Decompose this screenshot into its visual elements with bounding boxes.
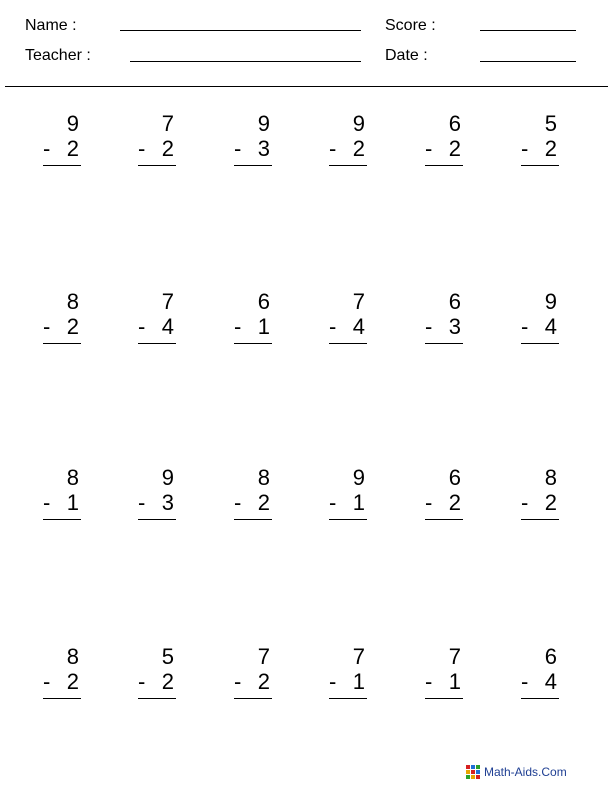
minus-sign: -: [234, 490, 242, 515]
subtrahend: 2: [448, 490, 461, 515]
subtraction-problem: [234, 645, 274, 701]
subtrahend: 2: [66, 314, 79, 339]
subtrahend: 2: [161, 669, 174, 694]
subtrahend: 2: [66, 669, 79, 694]
teacher-label: Teacher :: [25, 47, 91, 64]
subtraction-problem: [234, 112, 274, 168]
minuend: 6: [544, 644, 557, 669]
answer-line[interactable]: [138, 165, 176, 166]
subtraction-problem: [521, 645, 561, 701]
subtraction-problem: [234, 290, 274, 346]
subtrahend: 2: [257, 490, 270, 515]
answer-line[interactable]: [521, 165, 559, 166]
subtrahend: 2: [161, 136, 174, 161]
minuend: 9: [161, 465, 174, 490]
subtrahend: 3: [161, 490, 174, 515]
subtrahend: 3: [448, 314, 461, 339]
subtrahend: 2: [544, 490, 557, 515]
answer-line[interactable]: [425, 343, 463, 344]
subtrahend: 4: [161, 314, 174, 339]
subtrahend: 1: [66, 490, 79, 515]
minuend: 9: [544, 289, 557, 314]
subtraction-problem: [425, 645, 465, 701]
minuend: 7: [161, 289, 174, 314]
minuend: 8: [544, 465, 557, 490]
answer-line[interactable]: [43, 698, 81, 699]
subtrahend: 2: [352, 136, 365, 161]
minuend: 7: [352, 289, 365, 314]
subtraction-problem: [329, 466, 369, 522]
answer-line[interactable]: [329, 165, 367, 166]
minus-sign: -: [43, 669, 51, 694]
minus-sign: -: [425, 314, 433, 339]
subtrahend: 4: [544, 669, 557, 694]
subtraction-problem: [138, 645, 178, 701]
math-aids-logo-icon: [466, 765, 480, 779]
subtraction-problem: [329, 112, 369, 168]
minus-sign: -: [329, 314, 337, 339]
minus-sign: -: [521, 490, 529, 515]
subtraction-problem: [521, 112, 561, 168]
minuend: 7: [352, 644, 365, 669]
minuend: 9: [352, 465, 365, 490]
minus-sign: -: [43, 490, 51, 515]
subtraction-problem: [43, 466, 83, 522]
minus-sign: -: [425, 490, 433, 515]
minus-sign: -: [425, 669, 433, 694]
answer-line[interactable]: [521, 519, 559, 520]
subtrahend: 1: [448, 669, 461, 694]
minus-sign: -: [521, 669, 529, 694]
subtrahend: 1: [352, 490, 365, 515]
subtrahend: 2: [257, 669, 270, 694]
subtraction-problem: [425, 466, 465, 522]
subtrahend: 4: [352, 314, 365, 339]
subtraction-problem: [138, 290, 178, 346]
subtrahend: 2: [544, 136, 557, 161]
subtrahend: 4: [544, 314, 557, 339]
subtraction-problem: [138, 466, 178, 522]
minuend: 7: [257, 644, 270, 669]
subtrahend: 3: [257, 136, 270, 161]
minuend: 7: [161, 111, 174, 136]
minuend: 6: [448, 289, 461, 314]
minus-sign: -: [138, 669, 146, 694]
minus-sign: -: [329, 136, 337, 161]
answer-line[interactable]: [521, 698, 559, 699]
subtraction-problem: [329, 290, 369, 346]
answer-line[interactable]: [138, 519, 176, 520]
minuend: 8: [257, 465, 270, 490]
math-aids-logo-text: Math-Aids.Com: [484, 765, 567, 779]
minuend: 7: [448, 644, 461, 669]
minuend: 8: [66, 644, 79, 669]
answer-line[interactable]: [425, 165, 463, 166]
minuend: 9: [66, 111, 79, 136]
answer-line[interactable]: [43, 519, 81, 520]
minuend: 6: [257, 289, 270, 314]
subtraction-problem: [329, 645, 369, 701]
answer-line[interactable]: [138, 343, 176, 344]
answer-line[interactable]: [234, 519, 272, 520]
score-label: Score :: [385, 17, 436, 34]
name-label: Name :: [25, 17, 77, 34]
minuend: 9: [352, 111, 365, 136]
minus-sign: -: [521, 136, 529, 161]
subtrahend: 2: [448, 136, 461, 161]
answer-line[interactable]: [43, 343, 81, 344]
answer-line[interactable]: [329, 343, 367, 344]
minus-sign: -: [234, 314, 242, 339]
minuend: 6: [448, 465, 461, 490]
answer-line[interactable]: [234, 343, 272, 344]
subtraction-problem: [521, 290, 561, 346]
minus-sign: -: [425, 136, 433, 161]
minus-sign: -: [138, 314, 146, 339]
subtraction-problem: [43, 112, 83, 168]
answer-line[interactable]: [138, 698, 176, 699]
minuend: 8: [66, 289, 79, 314]
answer-line[interactable]: [329, 698, 367, 699]
answer-line[interactable]: [425, 519, 463, 520]
subtraction-problem: [43, 645, 83, 701]
minuend: 5: [544, 111, 557, 136]
minuend: 9: [257, 111, 270, 136]
subtraction-problem: [43, 290, 83, 346]
minus-sign: -: [234, 136, 242, 161]
answer-line[interactable]: [329, 519, 367, 520]
minus-sign: -: [329, 490, 337, 515]
answer-line[interactable]: [425, 698, 463, 699]
subtrahend: 1: [257, 314, 270, 339]
minuend: 6: [448, 111, 461, 136]
answer-line[interactable]: [521, 343, 559, 344]
minuend: 5: [161, 644, 174, 669]
answer-line[interactable]: [234, 698, 272, 699]
answer-line[interactable]: [234, 165, 272, 166]
subtraction-problem: [425, 290, 465, 346]
math-aids-logo: [466, 765, 567, 779]
minus-sign: -: [234, 669, 242, 694]
subtraction-problem: [138, 112, 178, 168]
minus-sign: -: [138, 490, 146, 515]
minus-sign: -: [43, 136, 51, 161]
subtraction-problem: [234, 466, 274, 522]
subtrahend: 1: [352, 669, 365, 694]
minus-sign: -: [521, 314, 529, 339]
minus-sign: -: [138, 136, 146, 161]
date-label: Date :: [385, 47, 428, 64]
answer-line[interactable]: [43, 165, 81, 166]
minuend: 8: [66, 465, 79, 490]
minus-sign: -: [329, 669, 337, 694]
subtraction-problem: [425, 112, 465, 168]
subtrahend: 2: [66, 136, 79, 161]
subtraction-problem: [521, 466, 561, 522]
minus-sign: -: [43, 314, 51, 339]
